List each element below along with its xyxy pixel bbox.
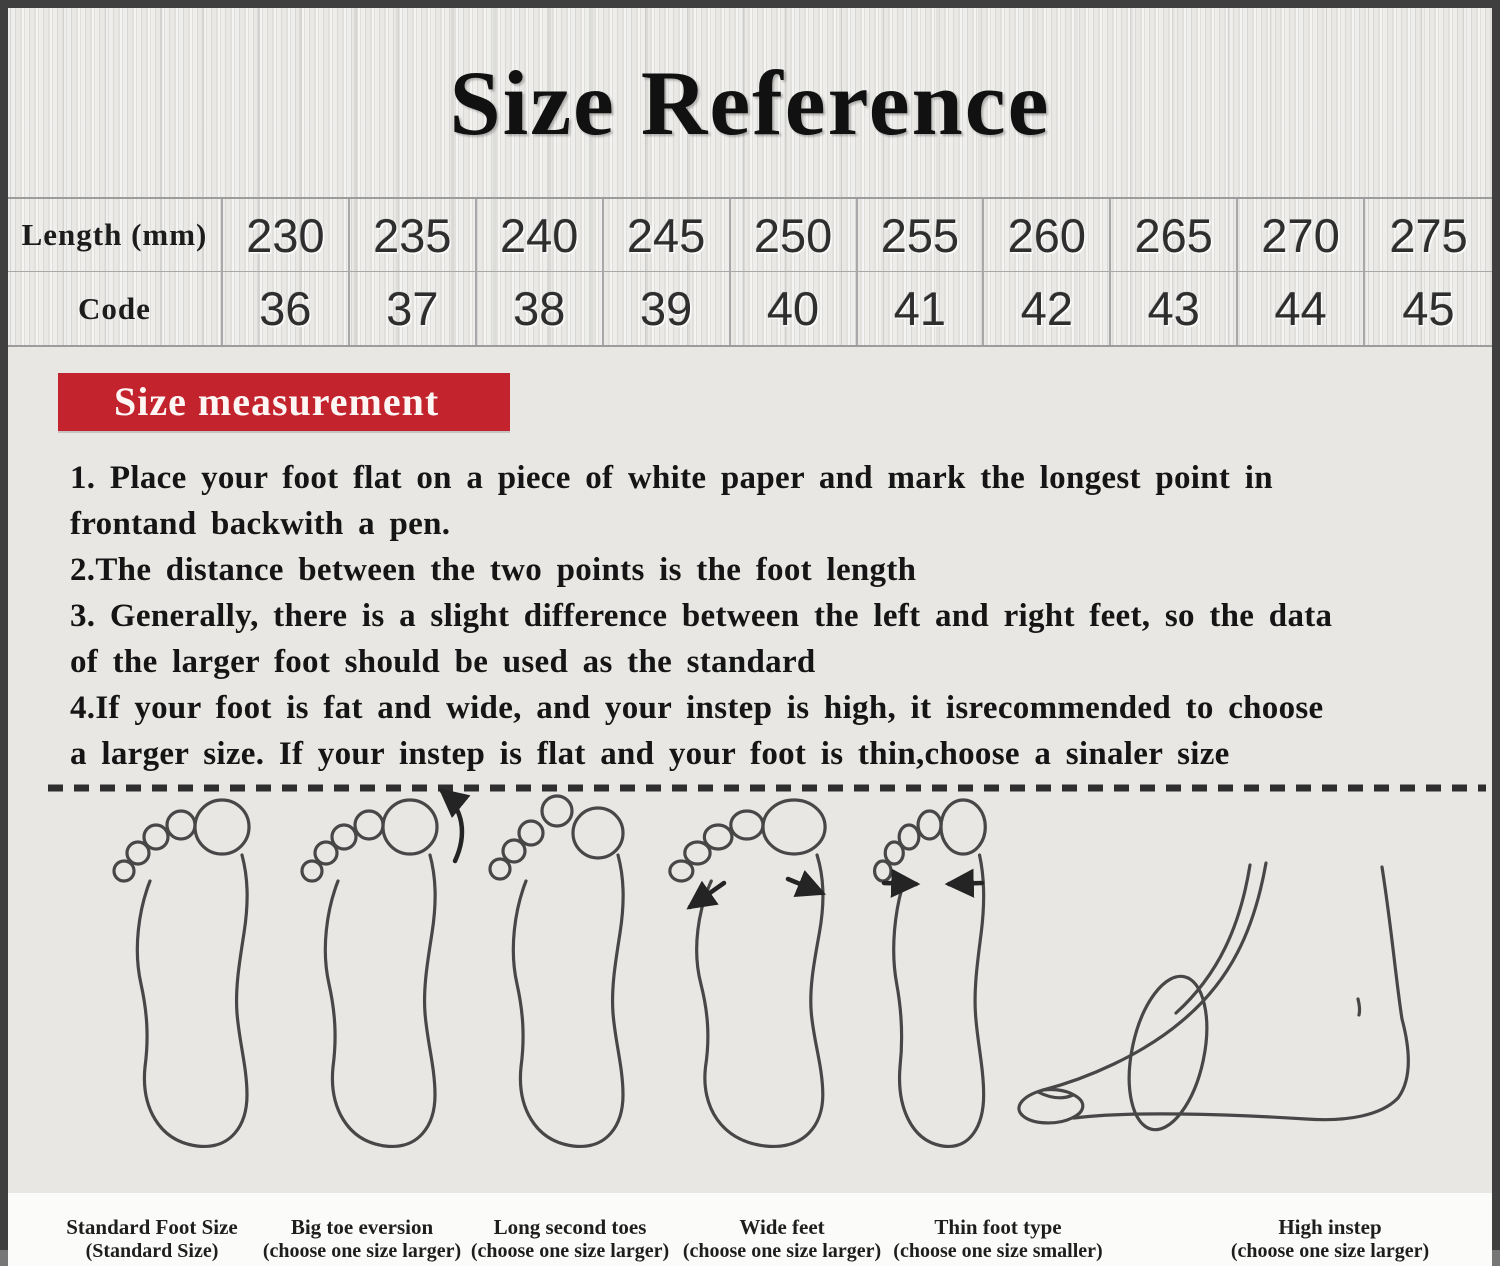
table-cell-length: 240 (477, 199, 604, 272)
foot-sole-wide-illustration (670, 800, 825, 1146)
table-cell-length: 270 (1238, 199, 1365, 272)
instruction-line: 1. Place your foot flat on a piece of white paper and mark the longest point in (70, 460, 1273, 496)
foot-sole-standard-illustration (114, 800, 249, 1146)
feet-illustrations-svg (8, 781, 1492, 1166)
foot-type-label-big-toe-eversion: Big toe eversion (choose one size larger) (262, 1215, 462, 1262)
measurement-instructions (70, 455, 1462, 777)
table-cell-length: 255 (858, 199, 985, 272)
instruction-line: a larger size. If your instep is flat and your foot is thin,choose a sinaler size (70, 736, 1230, 772)
page-title: Size Reference (449, 51, 1051, 154)
table-row-header-code: Code (8, 272, 223, 345)
foot-type-labels (8, 1193, 1492, 1266)
table-cell-code: 40 (731, 272, 858, 345)
foot-type-label-long-second-toes: Long second toes (choose one size larger) (470, 1215, 670, 1262)
header-and-table-section (8, 8, 1492, 347)
table-cell-length: 265 (1111, 199, 1238, 272)
instruction-line: 4.If your foot is fat and wide, and your instep is high, it isrecommended to choose (70, 690, 1324, 726)
table-cell-code: 37 (350, 272, 477, 345)
table-cell-length: 245 (604, 199, 731, 272)
header (8, 8, 1492, 197)
table-cell-length: 260 (984, 199, 1111, 272)
instruction-line: 3. Generally, there is a slight difference between the left and right feet, so the data (70, 598, 1333, 634)
instruction-line: of the larger foot should be used as the standard (70, 644, 816, 680)
table-cell-length: 235 (350, 199, 477, 272)
foot-type-label-standard: Standard Foot Size (Standard Size) (66, 1215, 238, 1262)
size-measurement-banner-label: Size measurement (114, 379, 440, 424)
size-measurement-banner (58, 373, 510, 431)
foot-sole-long-second-toe-illustration (490, 796, 623, 1146)
table-cell-code: 41 (858, 272, 985, 345)
table-cell-code: 43 (1111, 272, 1238, 345)
table-cell-length: 250 (731, 199, 858, 272)
foot-type-label-high-instep: High instep (choose one size larger) (1230, 1215, 1430, 1262)
table-cell-code: 38 (477, 272, 604, 345)
foot-side-high-instep-illustration (1019, 863, 1408, 1137)
table-cell-code: 42 (984, 272, 1111, 345)
table-cell-code: 45 (1402, 282, 1455, 335)
table-cell-code: 39 (604, 272, 731, 345)
foot-sole-thin-illustration (875, 800, 986, 1146)
table-cell-length: 275 (1365, 199, 1492, 272)
table-cell-length: 230 (223, 199, 350, 272)
size-table (8, 197, 1492, 347)
table-row-header-length: Length (mm) (8, 199, 223, 272)
measurement-section (8, 373, 1492, 1193)
table-cell-code: 36 (223, 272, 350, 345)
foot-type-label-thin-foot: Thin foot type (choose one size smaller) (893, 1215, 1103, 1262)
foot-type-label-wide-feet: Wide feet (choose one size larger) (682, 1215, 882, 1262)
instruction-line: frontand backwith a pen. (70, 506, 451, 542)
instruction-line: 2.The distance between the two points is the foot length (70, 552, 917, 588)
feet-illustrations (8, 781, 1492, 1166)
table-cell-code: 44 (1238, 272, 1365, 345)
foot-sole-big-toe-eversion-illustration (302, 791, 462, 1146)
